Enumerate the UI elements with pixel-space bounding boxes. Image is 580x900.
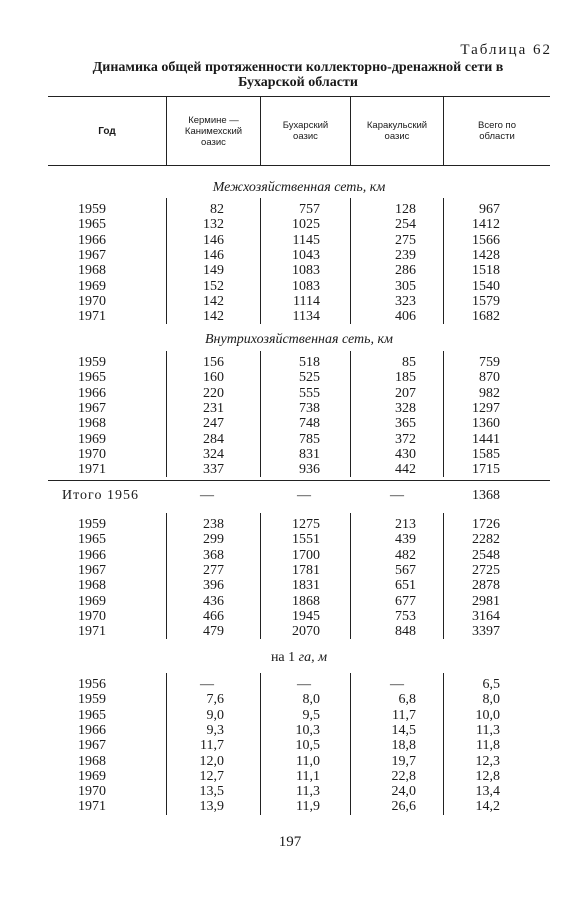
value-cell: 442	[395, 462, 416, 478]
table-row	[0, 263, 580, 278]
table-row	[0, 769, 580, 784]
column-header-bukhara: Бухарский оазис	[282, 120, 329, 142]
total-label: Итого 1956	[62, 488, 139, 503]
value-cell: 8,0	[482, 692, 500, 708]
total-1956-row	[0, 488, 580, 503]
value-cell: 85	[402, 355, 416, 370]
value-cell: 11,1	[296, 768, 320, 784]
table-row	[0, 738, 580, 753]
year-cell: 1965	[78, 217, 106, 233]
table-row	[0, 532, 580, 547]
value-cell: 11,9	[296, 799, 320, 815]
year-cell: 1967	[78, 738, 106, 754]
value-cell: —	[200, 488, 214, 503]
section-title-inter: Межхозяйственная сеть, км	[212, 180, 386, 195]
value-cell: 967	[479, 202, 500, 217]
value-cell: 132	[203, 217, 224, 233]
year-cell: 1971	[78, 799, 106, 815]
value-cell: 482	[395, 547, 416, 563]
table-row	[0, 248, 580, 263]
table-row	[0, 401, 580, 416]
value-cell: 1025	[292, 217, 320, 233]
value-cell: 13,4	[475, 784, 500, 800]
year-cell: 1966	[78, 232, 106, 248]
table-row	[0, 462, 580, 477]
value-cell: 213	[395, 517, 416, 532]
value-cell: —	[297, 488, 311, 503]
value-cell: 185	[395, 370, 416, 386]
value-cell: —	[390, 677, 404, 692]
value-cell: 12,3	[475, 753, 500, 769]
value-cell: 525	[299, 370, 320, 386]
value-cell: —	[390, 488, 404, 503]
section-title-intra: Внутрихозяйственная сеть, км	[204, 332, 393, 347]
value-cell: 936	[299, 462, 320, 478]
value-cell: 6,8	[398, 692, 416, 708]
year-cell: 1967	[78, 400, 106, 416]
value-cell: 1682	[472, 309, 500, 325]
value-cell: 146	[203, 247, 224, 263]
value-cell: —	[200, 677, 214, 692]
value-cell: 748	[299, 416, 320, 432]
value-cell: 24,0	[391, 784, 416, 800]
year-cell: 1971	[78, 462, 106, 478]
value-cell: 1726	[472, 517, 500, 532]
year-cell: 1968	[78, 263, 106, 279]
table-row	[0, 692, 580, 707]
value-cell: 365	[395, 416, 416, 432]
column-header-total: Всего по области	[478, 120, 516, 142]
value-cell: 753	[395, 608, 416, 624]
value-cell: 1297	[472, 400, 500, 416]
value-cell: 406	[395, 309, 416, 325]
table-number: Таблица 62	[460, 42, 552, 58]
value-cell: 239	[395, 247, 416, 263]
table-row	[0, 784, 580, 799]
value-cell: 11,0	[296, 753, 320, 769]
value-cell: 2725	[472, 562, 500, 578]
value-cell: 1412	[472, 217, 500, 233]
value-cell: 9,5	[302, 707, 320, 723]
value-cell: 436	[203, 593, 224, 609]
table-row	[0, 416, 580, 431]
value-cell: 275	[395, 232, 416, 248]
year-cell: 1969	[78, 768, 106, 784]
value-cell: 1579	[472, 293, 500, 309]
value-cell: 8,0	[302, 692, 320, 708]
value-cell: 757	[299, 202, 320, 217]
value-cell: 11,7	[392, 707, 416, 723]
value-cell: 254	[395, 217, 416, 233]
value-cell: 1043	[292, 247, 320, 263]
table-row	[0, 677, 580, 692]
value-cell: 18,8	[391, 738, 416, 754]
year-cell: 1967	[78, 562, 106, 578]
value-cell: 555	[299, 385, 320, 401]
value-cell: —	[297, 677, 311, 692]
value-cell: 305	[395, 278, 416, 294]
value-cell: 13,5	[199, 784, 224, 800]
value-cell: 337	[203, 462, 224, 478]
value-cell: 82	[210, 202, 224, 217]
value-cell: 12,7	[199, 768, 224, 784]
value-cell: 1145	[292, 232, 320, 248]
value-cell: 149	[203, 263, 224, 279]
value-cell: 870	[479, 370, 500, 386]
value-cell: 10,3	[295, 722, 320, 738]
table-title-line-1: Динамика общей протяженности коллекторно-дренажной сети в	[92, 60, 504, 75]
value-cell: 785	[299, 431, 320, 447]
value-cell: 284	[203, 431, 224, 447]
value-cell: 1368	[472, 488, 500, 503]
table-row	[0, 370, 580, 385]
table-row	[0, 447, 580, 462]
value-cell: 982	[479, 385, 500, 401]
value-cell: 1275	[292, 517, 320, 532]
year-cell: 1959	[78, 355, 106, 370]
value-cell: 277	[203, 562, 224, 578]
value-cell: 3397	[472, 624, 500, 640]
section-separator-rule	[48, 480, 550, 481]
year-cell: 1969	[78, 593, 106, 609]
value-cell: 142	[203, 309, 224, 325]
table-row	[0, 624, 580, 639]
year-cell: 1969	[78, 278, 106, 294]
value-cell: 1566	[472, 232, 500, 248]
year-cell: 1968	[78, 753, 106, 769]
value-cell: 1715	[472, 462, 500, 478]
header-bottom-rule	[48, 165, 550, 166]
value-cell: 19,7	[391, 753, 416, 769]
value-cell: 128	[395, 202, 416, 217]
table-row	[0, 563, 580, 578]
value-cell: 323	[395, 293, 416, 309]
table-row	[0, 355, 580, 370]
value-cell: 9,0	[206, 707, 224, 723]
table-row	[0, 279, 580, 294]
value-cell: 759	[479, 355, 500, 370]
value-cell: 12,0	[199, 753, 224, 769]
table-row	[0, 432, 580, 447]
table-row	[0, 609, 580, 624]
table-row	[0, 294, 580, 309]
table-row	[0, 233, 580, 248]
value-cell: 152	[203, 278, 224, 294]
value-cell: 11,8	[476, 738, 500, 754]
column-header-karakul: Каракульский оазис	[366, 120, 428, 142]
value-cell: 738	[299, 400, 320, 416]
value-cell: 324	[203, 446, 224, 462]
value-cell: 3164	[472, 608, 500, 624]
value-cell: 1518	[472, 263, 500, 279]
value-cell: 372	[395, 431, 416, 447]
value-cell: 1540	[472, 278, 500, 294]
year-cell: 1965	[78, 532, 106, 548]
value-cell: 1360	[472, 416, 500, 432]
value-cell: 156	[203, 355, 224, 370]
value-cell: 1781	[292, 562, 320, 578]
value-cell: 518	[299, 355, 320, 370]
table-row	[0, 309, 580, 324]
value-cell: 6,5	[482, 677, 500, 692]
value-cell: 1585	[472, 446, 500, 462]
value-cell: 11,3	[476, 722, 500, 738]
year-cell: 1970	[78, 446, 106, 462]
year-cell: 1965	[78, 370, 106, 386]
value-cell: 439	[395, 532, 416, 548]
value-cell: 1868	[292, 593, 320, 609]
value-cell: 677	[395, 593, 416, 609]
value-cell: 831	[299, 446, 320, 462]
value-cell: 368	[203, 547, 224, 563]
value-cell: 22,8	[391, 768, 416, 784]
table-row	[0, 723, 580, 738]
table-row	[0, 386, 580, 401]
value-cell: 1428	[472, 247, 500, 263]
value-cell: 14,2	[475, 799, 500, 815]
value-cell: 1831	[292, 578, 320, 594]
page-number: 197	[278, 834, 302, 850]
value-cell: 2878	[472, 578, 500, 594]
column-header-kermine: Кермине — Канимехский оазис	[184, 114, 243, 148]
value-cell: 26,6	[391, 799, 416, 815]
year-cell: 1966	[78, 547, 106, 563]
value-cell: 1700	[292, 547, 320, 563]
table-row	[0, 754, 580, 769]
value-cell: 1441	[472, 431, 500, 447]
table-row	[0, 799, 580, 814]
table-row	[0, 548, 580, 563]
value-cell: 286	[395, 263, 416, 279]
table-row	[0, 708, 580, 723]
table-row	[0, 202, 580, 217]
value-cell: 146	[203, 232, 224, 248]
section-title-per-ha: на 1 га, м	[270, 650, 328, 665]
value-cell: 1114	[293, 293, 320, 309]
value-cell: 2070	[292, 624, 320, 640]
value-cell: 142	[203, 293, 224, 309]
value-cell: 479	[203, 624, 224, 640]
table-row	[0, 217, 580, 232]
value-cell: 2282	[472, 532, 500, 548]
value-cell: 220	[203, 385, 224, 401]
value-cell: 7,6	[206, 692, 224, 708]
year-cell: 1965	[78, 707, 106, 723]
table-row	[0, 594, 580, 609]
value-cell: 430	[395, 446, 416, 462]
value-cell: 848	[395, 624, 416, 640]
year-cell: 1970	[78, 784, 106, 800]
value-cell: 11,7	[200, 738, 224, 754]
year-cell: 1966	[78, 722, 106, 738]
value-cell: 1551	[292, 532, 320, 548]
year-cell: 1967	[78, 247, 106, 263]
value-cell: 651	[395, 578, 416, 594]
year-cell: 1968	[78, 578, 106, 594]
year-cell: 1971	[78, 624, 106, 640]
value-cell: 1945	[292, 608, 320, 624]
value-cell: 160	[203, 370, 224, 386]
table-title-line-2: Бухарской области	[238, 75, 358, 90]
value-cell: 238	[203, 517, 224, 532]
value-cell: 1083	[292, 263, 320, 279]
year-cell: 1959	[78, 517, 106, 532]
value-cell: 1134	[292, 309, 320, 325]
value-cell: 10,5	[295, 738, 320, 754]
value-cell: 567	[395, 562, 416, 578]
value-cell: 14,5	[391, 722, 416, 738]
column-header-year: Год	[98, 125, 116, 137]
value-cell: 2548	[472, 547, 500, 563]
year-cell: 1959	[78, 202, 106, 217]
year-cell: 1970	[78, 608, 106, 624]
table-row	[0, 578, 580, 593]
value-cell: 1083	[292, 278, 320, 294]
value-cell: 11,3	[296, 784, 320, 800]
value-cell: 13,9	[199, 799, 224, 815]
value-cell: 396	[203, 578, 224, 594]
value-cell: 231	[203, 400, 224, 416]
year-cell: 1968	[78, 416, 106, 432]
value-cell: 10,0	[475, 707, 500, 723]
year-cell: 1970	[78, 293, 106, 309]
value-cell: 207	[395, 385, 416, 401]
value-cell: 2981	[472, 593, 500, 609]
table-row	[0, 517, 580, 532]
value-cell: 328	[395, 400, 416, 416]
table-title	[48, 60, 548, 90]
value-cell: 299	[203, 532, 224, 548]
year-cell: 1969	[78, 431, 106, 447]
year-cell: 1966	[78, 385, 106, 401]
value-cell: 466	[203, 608, 224, 624]
value-cell: 12,8	[475, 768, 500, 784]
value-cell: 9,3	[206, 722, 224, 738]
year-cell: 1956	[78, 677, 106, 692]
value-cell: 247	[203, 416, 224, 432]
year-cell: 1959	[78, 692, 106, 708]
year-cell: 1971	[78, 309, 106, 325]
